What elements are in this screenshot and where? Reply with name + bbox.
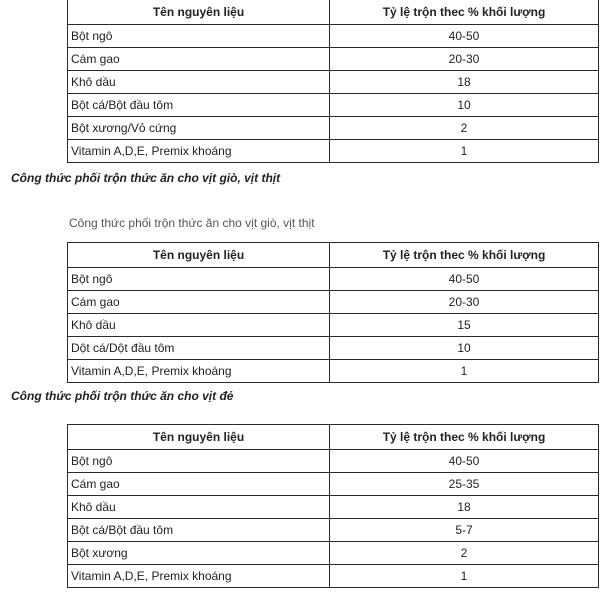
ingredient-ratio: 18 bbox=[330, 496, 599, 519]
table-row bbox=[68, 360, 599, 383]
ingredient-ratio: 40-50 bbox=[330, 450, 599, 473]
ingredient-name: Bột cá/Bột đầu tôm bbox=[68, 94, 330, 117]
ingredient-ratio: 10 bbox=[330, 94, 599, 117]
table-row bbox=[68, 94, 599, 117]
table-header-row bbox=[68, 0, 599, 25]
ingredients-table-3 bbox=[67, 424, 599, 588]
table-row bbox=[68, 291, 599, 314]
table-row bbox=[68, 565, 599, 588]
ingredient-name: Bột xương/Vỏ cứng bbox=[68, 117, 330, 140]
ingredient-ratio: 2 bbox=[330, 117, 599, 140]
ingredient-name: Cám gao bbox=[68, 48, 330, 71]
table-row bbox=[68, 48, 599, 71]
table-row bbox=[68, 473, 599, 496]
ingredient-ratio: 5-7 bbox=[330, 519, 599, 542]
ingredient-name: Khô dầu bbox=[68, 71, 330, 94]
ingredient-ratio: 1 bbox=[330, 565, 599, 588]
table-row bbox=[68, 496, 599, 519]
table-header-row bbox=[68, 243, 599, 268]
table-row bbox=[68, 71, 599, 94]
ingredient-name: Vitamin A,D,E, Premix khoáng bbox=[68, 360, 330, 383]
ingredient-name: Dột cá/Dột đầu tôm bbox=[68, 337, 330, 360]
table-row bbox=[68, 268, 599, 291]
table-row bbox=[68, 140, 599, 163]
ingredient-name: Cám gao bbox=[68, 473, 330, 496]
ingredient-ratio: 2 bbox=[330, 542, 599, 565]
table-row bbox=[68, 337, 599, 360]
ingredient-name: Bột ngô bbox=[68, 268, 330, 291]
table-row bbox=[68, 314, 599, 337]
ingredient-ratio: 15 bbox=[330, 314, 599, 337]
header-ingredient: Tên nguyên liệu bbox=[68, 425, 330, 450]
ingredients-table-2 bbox=[67, 242, 599, 383]
ingredient-ratio: 18 bbox=[330, 71, 599, 94]
ingredient-name: Vitamin A,D,E, Premix khoáng bbox=[68, 140, 330, 163]
ingredient-ratio: 1 bbox=[330, 140, 599, 163]
ingredient-name: Cám gao bbox=[68, 291, 330, 314]
ingredient-ratio: 20-30 bbox=[330, 291, 599, 314]
ingredient-ratio: 1 bbox=[330, 360, 599, 383]
ingredient-name: Vitamin A,D,E, Premix khoáng bbox=[68, 565, 330, 588]
ingredients-table-1 bbox=[67, 0, 599, 163]
table-caption-2: Công thức phối trộn thức ăn cho vịt đẻ bbox=[11, 389, 234, 403]
ingredient-name: Bột cá/Bột đầu tôm bbox=[68, 519, 330, 542]
header-ratio: Tỷ lệ trộn thec % khối lượng bbox=[330, 425, 599, 450]
ingredient-name: Khô dầu bbox=[68, 314, 330, 337]
table-row bbox=[68, 117, 599, 140]
ingredient-ratio: 25-35 bbox=[330, 473, 599, 496]
table-row bbox=[68, 25, 599, 48]
table-row bbox=[68, 450, 599, 473]
table-row bbox=[68, 519, 599, 542]
table-subcaption-2: Công thức phối trộn thức ăn cho vịt giò, vịt thịt bbox=[69, 216, 315, 230]
ingredient-ratio: 20-30 bbox=[330, 48, 599, 71]
header-ratio: Tỷ lệ trộn thec % khối lượng bbox=[330, 0, 599, 25]
ingredient-name: Khô dầu bbox=[68, 496, 330, 519]
table-header-row bbox=[68, 425, 599, 450]
ingredient-ratio: 40-50 bbox=[330, 268, 599, 291]
table-row bbox=[68, 542, 599, 565]
ingredient-name: Bột xương bbox=[68, 542, 330, 565]
ingredient-ratio: 10 bbox=[330, 337, 599, 360]
ingredient-name: Bột ngô bbox=[68, 25, 330, 48]
table-caption-1: Công thức phối trộn thức ăn cho vịt giò, vịt thịt bbox=[11, 171, 281, 185]
ingredient-ratio: 40-50 bbox=[330, 25, 599, 48]
header-ingredient: Tên nguyên liệu bbox=[68, 243, 330, 268]
ingredient-name: Bột ngô bbox=[68, 450, 330, 473]
header-ingredient: Tên nguyên liệu bbox=[68, 0, 330, 25]
header-ratio: Tỷ lệ trộn thec % khối lượng bbox=[330, 243, 599, 268]
